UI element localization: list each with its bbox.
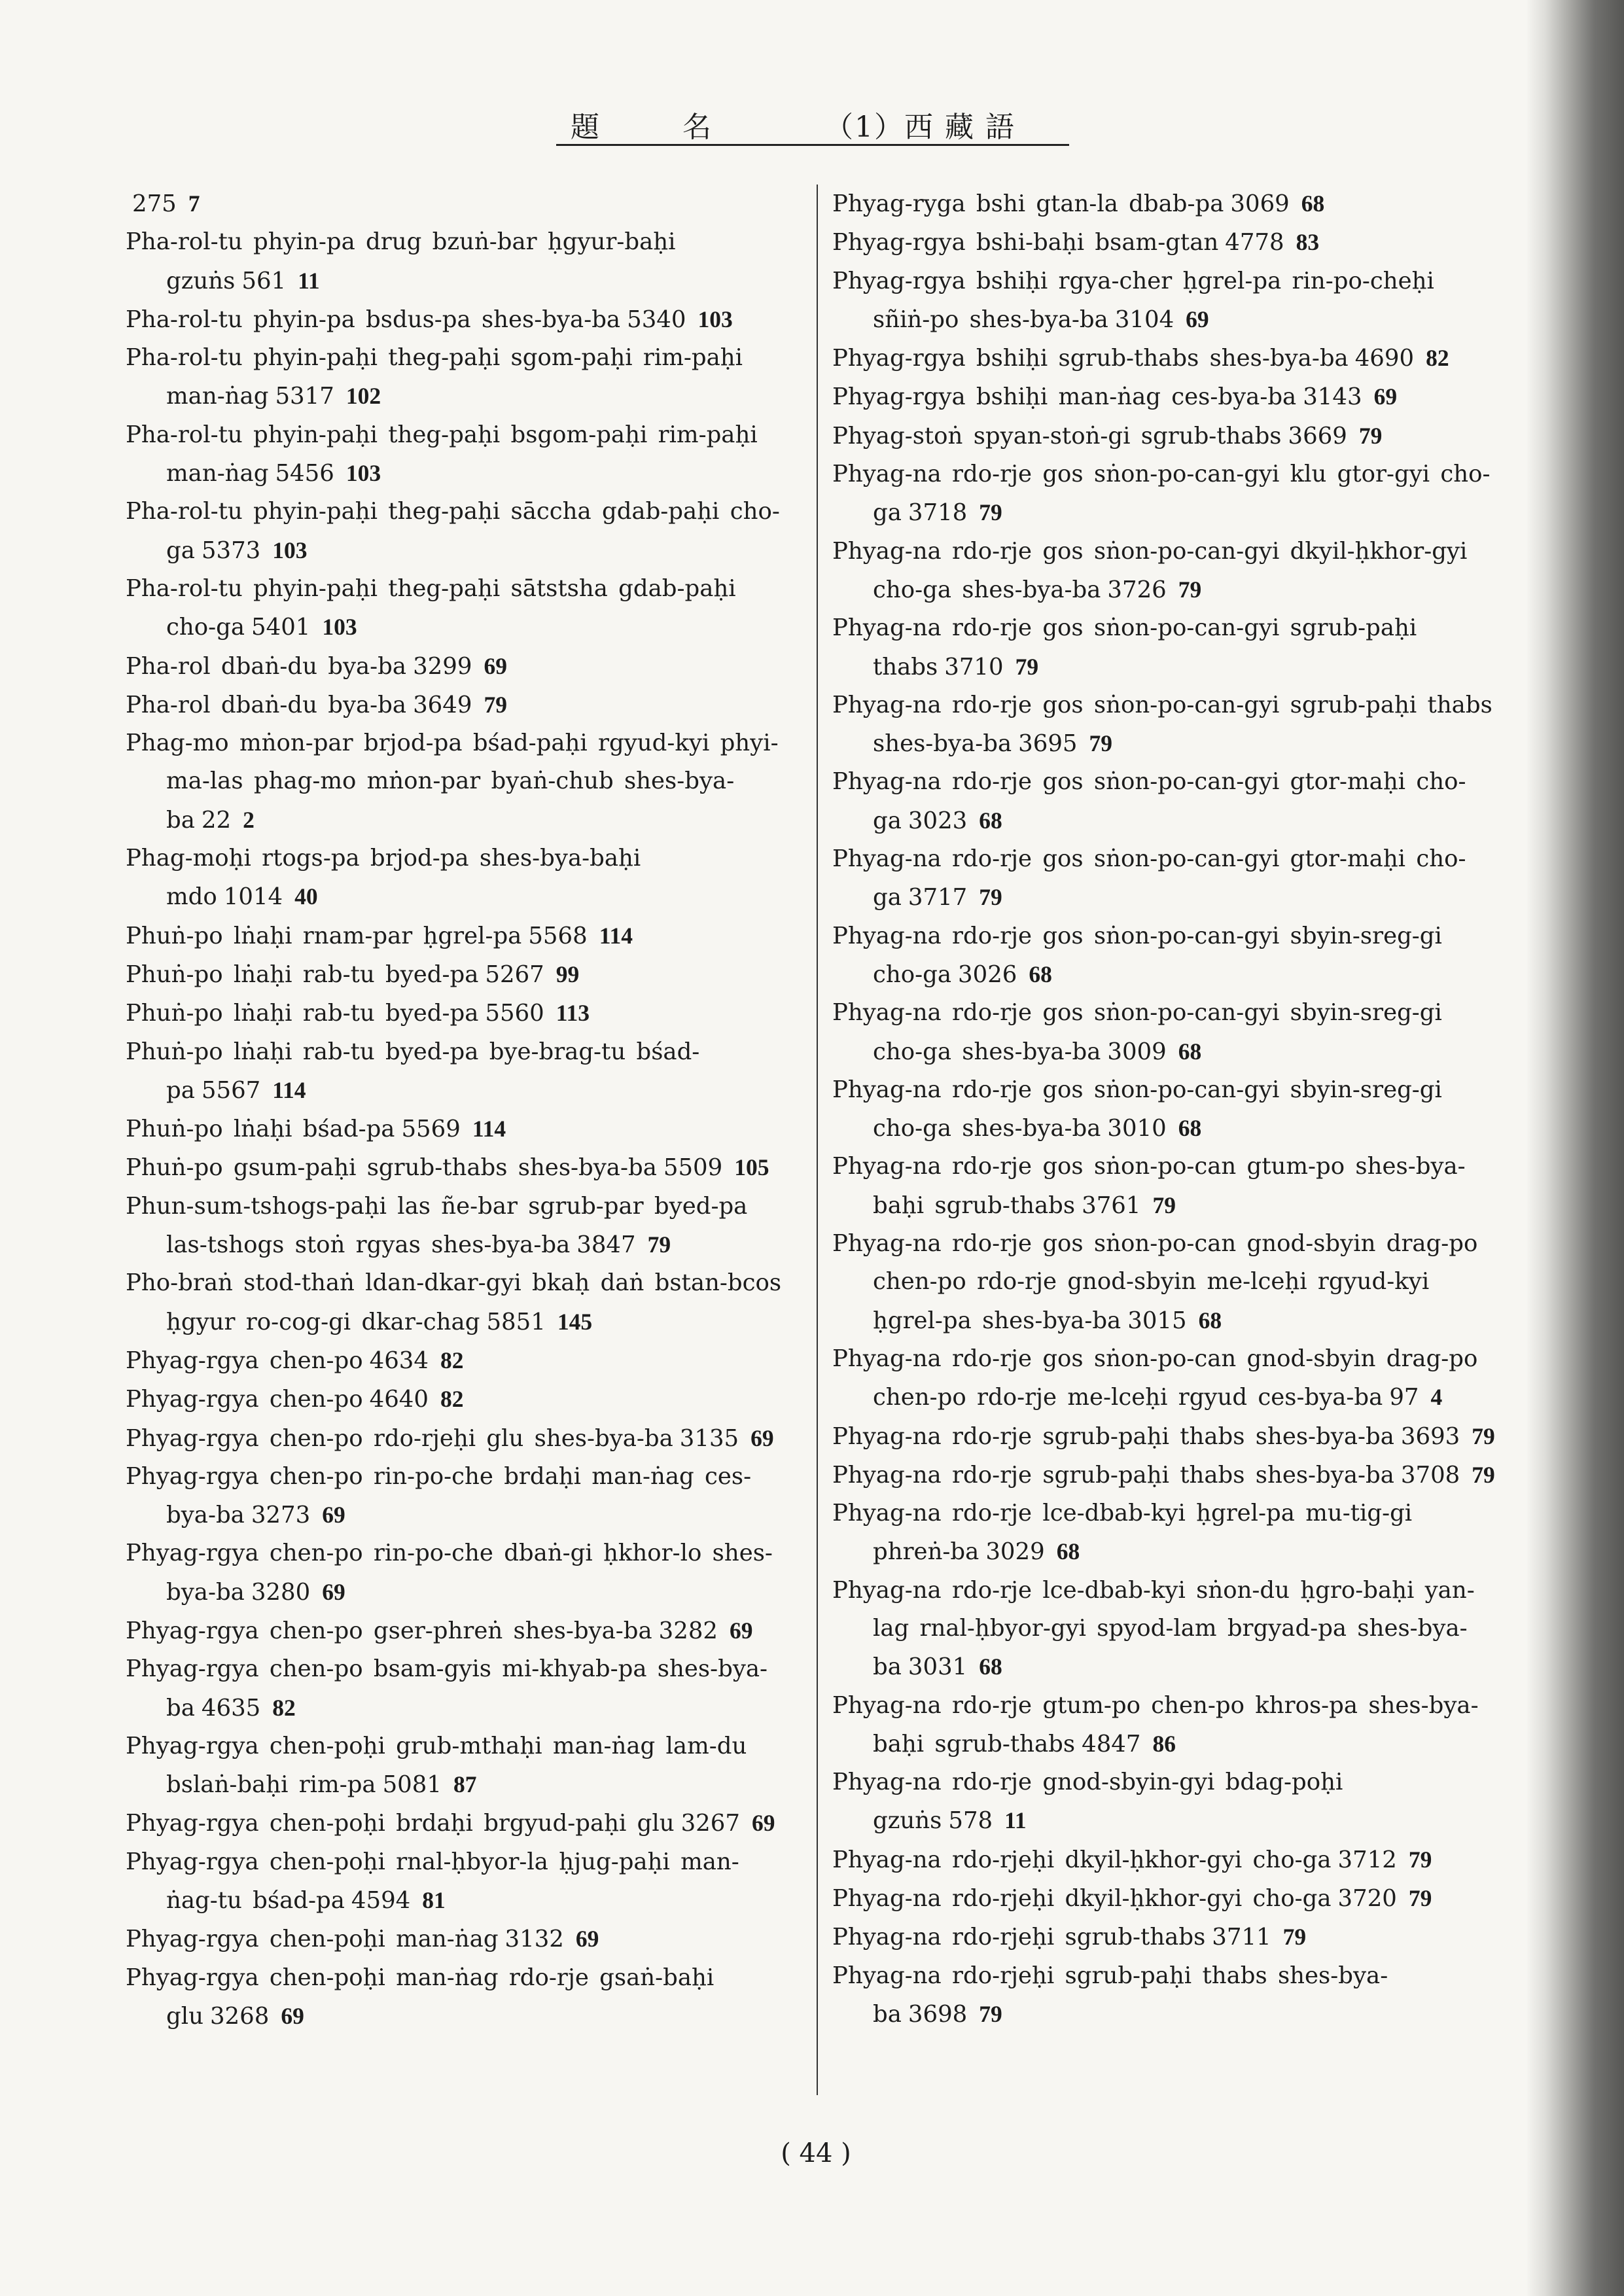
entry-catalog-number: 5081 (382, 1771, 442, 1799)
entry-page-ref: 99 (556, 961, 580, 987)
entry-page-ref: 114 (272, 1076, 306, 1103)
scanned-page-edge (1526, 0, 1624, 2296)
entry-page-ref: 79 (1089, 730, 1112, 757)
index-entry (832, 1957, 1498, 2034)
index-entry (126, 1110, 786, 1148)
entry-title: Phyag-ryga bshi gtan-la dbab-pa (832, 190, 1224, 217)
entry-page-ref: 82 (440, 1347, 464, 1373)
entry-title: Pha-rol-tu phyin-paḥi theg-paḥi sātstsha gdab-paḥi cho-ga (126, 574, 736, 641)
entry-page-ref: 69 (575, 1926, 599, 1952)
entry-page-ref: 40 (294, 883, 318, 910)
column-divider (817, 185, 818, 2095)
entry-catalog-number: 5560 (485, 1000, 544, 1027)
entry-page-ref: 69 (322, 1502, 345, 1528)
entry-page-ref: 69 (484, 652, 507, 679)
entry-title: Phyag-rgya chen-poḥi man-ṅag (126, 1926, 499, 1953)
entry-title: Pho-braṅ stod-thaṅ ldan-dkar-gyi bkaḥ daṅ bstan-bcos ḥgyur ro-cog-gi dkar-chag (126, 1269, 782, 1335)
index-entry (832, 533, 1498, 610)
index-entry (832, 840, 1498, 917)
entry-page-ref: 69 (1186, 306, 1209, 332)
entry-page-ref: 145 (557, 1308, 593, 1335)
index-entry (832, 1148, 1498, 1225)
index-entry (832, 378, 1498, 416)
entry-page-ref: 79 (979, 884, 1002, 911)
index-entry (832, 1918, 1498, 1956)
entry-catalog-number: 3761 (1082, 1192, 1141, 1219)
entry-catalog-number: 3280 (251, 1578, 311, 1606)
entry-catalog-number: 3649 (413, 691, 472, 718)
entry-title: Phuṅ-po lṅaḥi rab-tu byed-pa (126, 961, 479, 988)
entry-catalog-number: 4635 (201, 1694, 261, 1722)
entry-page-ref: 87 (453, 1771, 477, 1798)
entry-catalog-number: 4778 (1225, 229, 1284, 256)
entry-page-ref: 79 (979, 499, 1002, 526)
index-entry (126, 1612, 786, 1650)
header-section: （1）西 藏 語 (824, 111, 1015, 144)
entry-catalog-number: 3132 (504, 1926, 564, 1953)
entry-catalog-number: 3026 (958, 961, 1017, 988)
index-entry (126, 570, 786, 647)
index-entry (126, 1920, 786, 1958)
entry-title: Pha-rol-tu phyin-paḥi theg-paḥi bsgom-paḥi rim-paḥi man-ṅag (126, 421, 758, 487)
entry-catalog-number: 3695 (1018, 730, 1078, 758)
index-entry (126, 1419, 786, 1458)
entry-title: Phyag-na rdo-rjeḥi dkyil-ḥkhor-gyi cho-ga (832, 1885, 1332, 1913)
index-entry (832, 1687, 1498, 1764)
entry-title: Phyag-na rdo-rjeḥi sgrub-paḥi thabs shes-bya-ba (832, 1962, 1388, 2028)
entry-page-ref: 11 (1004, 1807, 1027, 1834)
entry-page-ref: 68 (979, 807, 1002, 834)
entry-catalog-number: 22 (201, 806, 232, 834)
index-entry (126, 416, 786, 493)
index-entry (126, 839, 786, 917)
entry-page-ref: 82 (1426, 345, 1449, 372)
entry-title: Phyag-na rdo-rje gos sṅon-po-can-gyi sgrub-paḥi thabs shes-bya-ba (832, 691, 1492, 758)
index-entry (126, 1188, 786, 1265)
entry-catalog-number: 561 (241, 267, 287, 294)
entry-catalog-number: 3023 (908, 807, 968, 834)
entry-title: Phyag-rgya chen-poḥi grub-mthaḥi man-ṅag lam-du bslaṅ-baḥi rim-pa (126, 1732, 747, 1799)
entry-page-ref: 69 (730, 1617, 753, 1644)
entry-catalog-number: 5569 (401, 1116, 461, 1143)
entry-title: Phyag-na rdo-rjeḥi sgrub-thabs (832, 1924, 1206, 1951)
entry-catalog-number: 3711 (1212, 1924, 1271, 1951)
entry-catalog-number: 3143 (1303, 383, 1362, 411)
entry-page-ref: 2 (243, 806, 255, 833)
index-entry (126, 1843, 786, 1920)
entry-page-ref: 79 (484, 691, 507, 718)
entry-page-ref: 79 (979, 2000, 1002, 2027)
index-entry (126, 1264, 786, 1341)
entry-catalog-number: 3282 (658, 1617, 718, 1644)
entry-title: Phyag-na rdo-rje gtum-po chen-po khros-pa shes-bya-baḥi sgrub-thabs (832, 1691, 1479, 1757)
entry-title: Phyag-na rdo-rje gos sṅon-po-can-gyi gtor-maḥi cho-ga (832, 768, 1466, 834)
entry-catalog-number: 3726 (1107, 576, 1167, 603)
entry-catalog-number: 3710 (944, 653, 1004, 680)
entry-catalog-number: 3268 (209, 2002, 270, 2030)
index-entry (832, 609, 1498, 686)
entry-catalog-number: 1014 (223, 883, 283, 911)
entry-title: Phyag-rgya chen-poḥi brdaḥi brgyud-paḥi glu (126, 1810, 675, 1837)
index-entry (832, 223, 1498, 262)
index-entry (126, 300, 786, 339)
index-entry (832, 1572, 1498, 1687)
entry-title: Phyag-na rdo-rje sgrub-paḥi thabs shes-bya-ba (832, 1422, 1394, 1450)
entry-title: Phyag-rgya chen-po gser-phreṅ shes-bya-ba (126, 1617, 652, 1644)
entry-catalog-number: 3104 (1114, 306, 1174, 333)
entry-title: Phyag-na rdo-rje lce-dbab-kyi sṅon-du ḥgro-baḥi yan-lag rnal-ḥbyor-gyi spyod-lam brgyad-pa shes-bya-ba (832, 1576, 1475, 1681)
entry-page-ref: 79 (1408, 1846, 1432, 1873)
index-entry (126, 917, 786, 955)
entry-title: Phyag-rgya bshiḥi rgya-cher ḥgrel-pa rin-po-cheḥi sñiṅ-po shes-bya-ba (832, 267, 1434, 333)
entry-title: Phyag-rgya bshi-baḥi bsam-gtan (832, 229, 1219, 256)
entry-page-ref: 86 (1152, 1730, 1176, 1757)
entry-page-ref: 69 (322, 1578, 345, 1605)
index-entry (126, 1959, 786, 2036)
entry-catalog-number: 3708 (1400, 1461, 1460, 1489)
entry-title: Phuṅ-po lṅaḥi bśad-pa (126, 1116, 395, 1143)
index-entry (126, 724, 786, 839)
index-entry (832, 1841, 1498, 1879)
entry-page-ref: 102 (345, 383, 381, 410)
index-entry (126, 493, 786, 570)
entry-title: Phyag-na rdo-rje gos sṅon-po-can-gyi sbyin-sreg-gi cho-ga shes-bya-ba (832, 999, 1442, 1065)
entry-catalog-number: 3717 (908, 884, 968, 911)
entry-page-ref: 83 (1296, 229, 1320, 256)
entry-catalog-number: 5567 (201, 1076, 261, 1104)
entry-title: Phyag-stoṅ spyan-stoṅ-gi sgrub-thabs (832, 422, 1282, 450)
index-entry (126, 1458, 786, 1535)
entry-page-ref: 103 (697, 306, 733, 332)
index-entry (126, 1650, 786, 1727)
index-entry (832, 1456, 1498, 1494)
entry-title: Pha-rol-tu phyin-paḥi theg-paḥi sāccha gdab-paḥi cho-ga (126, 498, 780, 564)
entry-title: Phuṅ-po lṅaḥi rab-tu byed-pa bye-brag-tu bśad-pa (126, 1038, 700, 1104)
entry-page-ref: 69 (750, 1424, 774, 1451)
entry-page-ref: 82 (272, 1694, 296, 1721)
entry-page-ref: 114 (472, 1116, 506, 1142)
entry-page-ref: 7 (188, 190, 200, 217)
entry-catalog-number: 5340 (627, 306, 686, 333)
page-number: ( 44 ) (781, 2138, 851, 2168)
entry-catalog-number: 3847 (576, 1231, 636, 1259)
entry-title: Phun-sum-tshogs-paḥi las ñe-bar sgrub-par byed-pa las-tshogs stoṅ rgyas shes-bya-ba (126, 1192, 748, 1259)
entry-page-ref: 79 (1408, 1885, 1432, 1912)
index-entry (832, 339, 1498, 378)
index-entry (126, 647, 786, 686)
entry-title: Phyag-na rdo-rje lce-dbab-kyi ḥgrel-pa mu-tig-gi phreṅ-ba (832, 1500, 1413, 1566)
entry-title: Phyag-rgya chen-po rin-po-che brdaḥi man-ṅag ces-bya-ba (126, 1462, 752, 1529)
entry-title: Phuṅ-po gsum-paḥi sgrub-thabs shes-bya-ba (126, 1154, 657, 1182)
entry-catalog-number: 3720 (1337, 1885, 1397, 1913)
entry-catalog-number: 4634 (369, 1347, 429, 1374)
entry-title: Phyag-na rdo-rje gos sṅon-po-can-gyi gtor-maḥi cho-ga (832, 845, 1466, 911)
entry-title: Phyag-rgya chen-poḥi man-ṅag rdo-rje gsaṅ-baḥi glu (126, 1964, 715, 2030)
entry-title: Phyag-na rdo-rje gos sṅon-po-can-gyi dkyil-ḥkhor-gyi cho-ga shes-bya-ba (832, 537, 1468, 603)
index-entry (832, 1879, 1498, 1918)
entry-page-ref: 69 (281, 2002, 304, 2029)
index-entry (832, 1225, 1498, 1340)
entry-title: Phyag-na rdo-rjeḥi dkyil-ḥkhor-gyi cho-ga (832, 1846, 1332, 1873)
entry-catalog-number: 3031 (908, 1653, 968, 1681)
index-entry (832, 763, 1498, 840)
left-column (126, 185, 786, 2036)
entry-title: Pha-rol dbaṅ-du bya-ba (126, 691, 407, 718)
entry-page-ref: 11 (298, 267, 320, 294)
index-entry (126, 1804, 786, 1843)
entry-page-ref: 69 (1373, 383, 1398, 410)
index-entry (126, 955, 786, 994)
entry-page-ref: 79 (1358, 422, 1383, 449)
index-entry (126, 1380, 786, 1419)
entry-catalog-number: 275 (132, 190, 177, 217)
index-entry (832, 455, 1498, 533)
entry-page-ref: 79 (1152, 1192, 1176, 1218)
entry-page-ref: 79 (1472, 1461, 1495, 1488)
entry-page-ref: 79 (647, 1231, 671, 1258)
entry-catalog-number: 3009 (1107, 1038, 1167, 1065)
entry-catalog-number: 5568 (528, 922, 588, 949)
entry-title: Phyag-rgya bshiḥi man-ṅag ces-bya-ba (832, 383, 1297, 411)
entry-page-ref: 81 (422, 1887, 446, 1914)
index-entry (832, 262, 1498, 340)
entry-title: Phyag-na rdo-rje gos sṅon-po-can gnod-sbyin drag-po chen-po rdo-rje gnod-sbyin me-lceḥi rgyud-kyi ḥgrel-pa shes-bya-ba (832, 1230, 1478, 1334)
entry-title: Phyag-na rdo-rje gos sṅon-po-can gtum-po shes-bya-baḥi sgrub-thabs (832, 1153, 1466, 1219)
entry-catalog-number: 4847 (1082, 1730, 1141, 1757)
entry-catalog-number: 5456 (275, 460, 334, 487)
entry-catalog-number: 4690 (1354, 345, 1415, 372)
entry-catalog-number: 5851 (486, 1308, 546, 1335)
index-entry (126, 223, 786, 300)
entry-title: Phyag-rgya chen-po bsam-gyis mi-khyab-pa shes-bya-ba (126, 1655, 768, 1722)
entry-page-ref: 68 (1178, 1115, 1202, 1142)
entry-catalog-number: 3135 (679, 1424, 739, 1452)
entry-page-ref: 68 (979, 1653, 1002, 1680)
index-entry (832, 417, 1498, 455)
entry-title: Pha-rol-tu phyin-pa drug bzuṅ-bar ḥgyur-baḥi gzuṅs (126, 228, 676, 294)
index-entry (126, 185, 786, 223)
index-entry (832, 1071, 1498, 1148)
entry-page-ref: 68 (1056, 1538, 1080, 1565)
entry-catalog-number: 5373 (201, 537, 261, 564)
entry-page-ref: 68 (1198, 1307, 1222, 1333)
entry-title: Phyag-rgya chen-po rin-po-che dbaṅ-gi ḥkhor-lo shes-bya-ba (126, 1540, 773, 1606)
entry-catalog-number: 5267 (485, 961, 544, 988)
entry-catalog-number: 5509 (663, 1154, 723, 1182)
entry-title: Phyag-na rdo-rje gos sṅon-po-can gnod-sbyin drag-po chen-po rdo-rje me-lceḥi rgyud ces-bya-ba (832, 1345, 1478, 1411)
index-entry (832, 994, 1498, 1071)
index-entry (832, 686, 1498, 764)
entry-page-ref: 82 (440, 1386, 464, 1413)
entry-title: Phyag-na rdo-rje sgrub-paḥi thabs shes-bya-ba (832, 1461, 1394, 1489)
entry-title: Pha-rol-tu phyin-pa bsdus-pa shes-bya-ba (126, 306, 621, 333)
entry-page-ref: 69 (751, 1810, 775, 1837)
index-entry (832, 185, 1498, 223)
entry-catalog-number: 3299 (413, 652, 472, 680)
entry-catalog-number: 5401 (251, 614, 311, 641)
entry-catalog-number: 4594 (351, 1887, 411, 1915)
index-entry (832, 1340, 1498, 1417)
entry-catalog-number: 97 (1389, 1384, 1419, 1411)
index-entry (126, 339, 786, 416)
entry-page-ref: 68 (1029, 961, 1052, 987)
entry-catalog-number: 3718 (908, 499, 968, 527)
entry-page-ref: 79 (1015, 653, 1039, 680)
entry-page-ref: 79 (1472, 1422, 1495, 1449)
right-column (832, 185, 1498, 2034)
entry-catalog-number: 3273 (251, 1502, 311, 1529)
entry-catalog-number: 3015 (1127, 1307, 1187, 1334)
header-title: 題 (571, 111, 601, 144)
entry-page-ref: 113 (556, 1000, 590, 1027)
entry-catalog-number: 3693 (1400, 1422, 1460, 1450)
entry-title: Pha-rol-tu phyin-paḥi theg-paḥi sgom-paḥi rim-paḥi man-ṅag (126, 344, 743, 410)
entry-title: Phyag-na rdo-rje gos sṅon-po-can-gyi klu gtor-gyi cho-ga (832, 461, 1491, 527)
index-entry (832, 917, 1498, 995)
running-header (556, 98, 1069, 146)
entry-catalog-number: 3267 (680, 1810, 740, 1837)
entry-catalog-number: 4640 (369, 1386, 429, 1413)
entry-title: Phyag-rgya bshiḥi sgrub-thabs shes-bya-ba (832, 345, 1349, 372)
entry-catalog-number: 3029 (985, 1538, 1045, 1566)
header-name: 名 (682, 111, 713, 144)
entry-catalog-number: 3698 (908, 2000, 968, 2028)
entry-page-ref: 105 (734, 1154, 769, 1181)
entry-title: Phyag-na rdo-rje gos sṅon-po-can-gyi sgrub-paḥi thabs (832, 614, 1417, 680)
entry-title: Phuṅ-po lṅaḥi rnam-par ḥgrel-pa (126, 922, 522, 949)
entry-page-ref: 4 (1430, 1384, 1443, 1411)
entry-title: Phyag-rgya chen-po (126, 1386, 363, 1413)
index-entry (126, 994, 786, 1033)
entry-title: Phyag-na rdo-rje gos sṅon-po-can-gyi sbyin-sreg-gi cho-ga shes-bya-ba (832, 1076, 1442, 1142)
entry-catalog-number: 3010 (1107, 1115, 1167, 1142)
index-entry (126, 1148, 786, 1187)
entry-page-ref: 79 (1282, 1924, 1307, 1951)
index-entry (126, 1534, 786, 1612)
entry-catalog-number: 3069 (1230, 190, 1290, 217)
entry-catalog-number: 5317 (275, 383, 334, 410)
index-entry (126, 1727, 786, 1805)
entry-title: Phag-moḥi rtogs-pa brjod-pa shes-bya-baḥi mdo (126, 845, 641, 911)
entry-title: Phyag-rgya chen-po (126, 1347, 363, 1374)
index-entry (832, 1494, 1498, 1572)
entry-title: Phyag-rgya chen-poḥi rnal-ḥbyor-la ḥjug-paḥi man-ṅag-tu bśad-pa (126, 1848, 739, 1915)
entry-page-ref: 114 (599, 922, 633, 949)
index-entry (832, 1417, 1498, 1456)
entry-page-ref: 103 (322, 614, 357, 641)
index-entry (126, 686, 786, 724)
index-entry (126, 1033, 786, 1110)
entry-title: Phag-mo mṅon-par brjod-pa bśad-paḥi rgyud-kyi phyi-ma-las phag-mo mṅon-par byaṅ-chub shes-bya-ba (126, 730, 779, 834)
entry-page-ref: 68 (1301, 190, 1325, 217)
entry-page-ref: 68 (1178, 1038, 1202, 1065)
entry-title: Pha-rol dbaṅ-du bya-ba (126, 652, 407, 680)
entry-page-ref: 103 (272, 537, 308, 563)
entry-catalog-number: 3712 (1337, 1846, 1397, 1873)
entry-title: Phyag-rgya chen-po rdo-rjeḥi glu shes-bya-ba (126, 1424, 673, 1452)
entry-title: Phyag-na rdo-rje gnod-sbyin-gyi bdag-poḥi gzuṅs (832, 1769, 1343, 1835)
entry-catalog-number: 578 (948, 1807, 993, 1835)
entry-title: Phyag-na rdo-rje gos sṅon-po-can-gyi sbyin-sreg-gi cho-ga (832, 922, 1442, 988)
entry-page-ref: 103 (345, 460, 381, 487)
index-entry (126, 1341, 786, 1380)
entry-title: Phuṅ-po lṅaḥi rab-tu byed-pa (126, 1000, 479, 1027)
index-entry (832, 1763, 1498, 1841)
entry-catalog-number: 3669 (1288, 422, 1347, 450)
entry-page-ref: 79 (1178, 576, 1202, 603)
